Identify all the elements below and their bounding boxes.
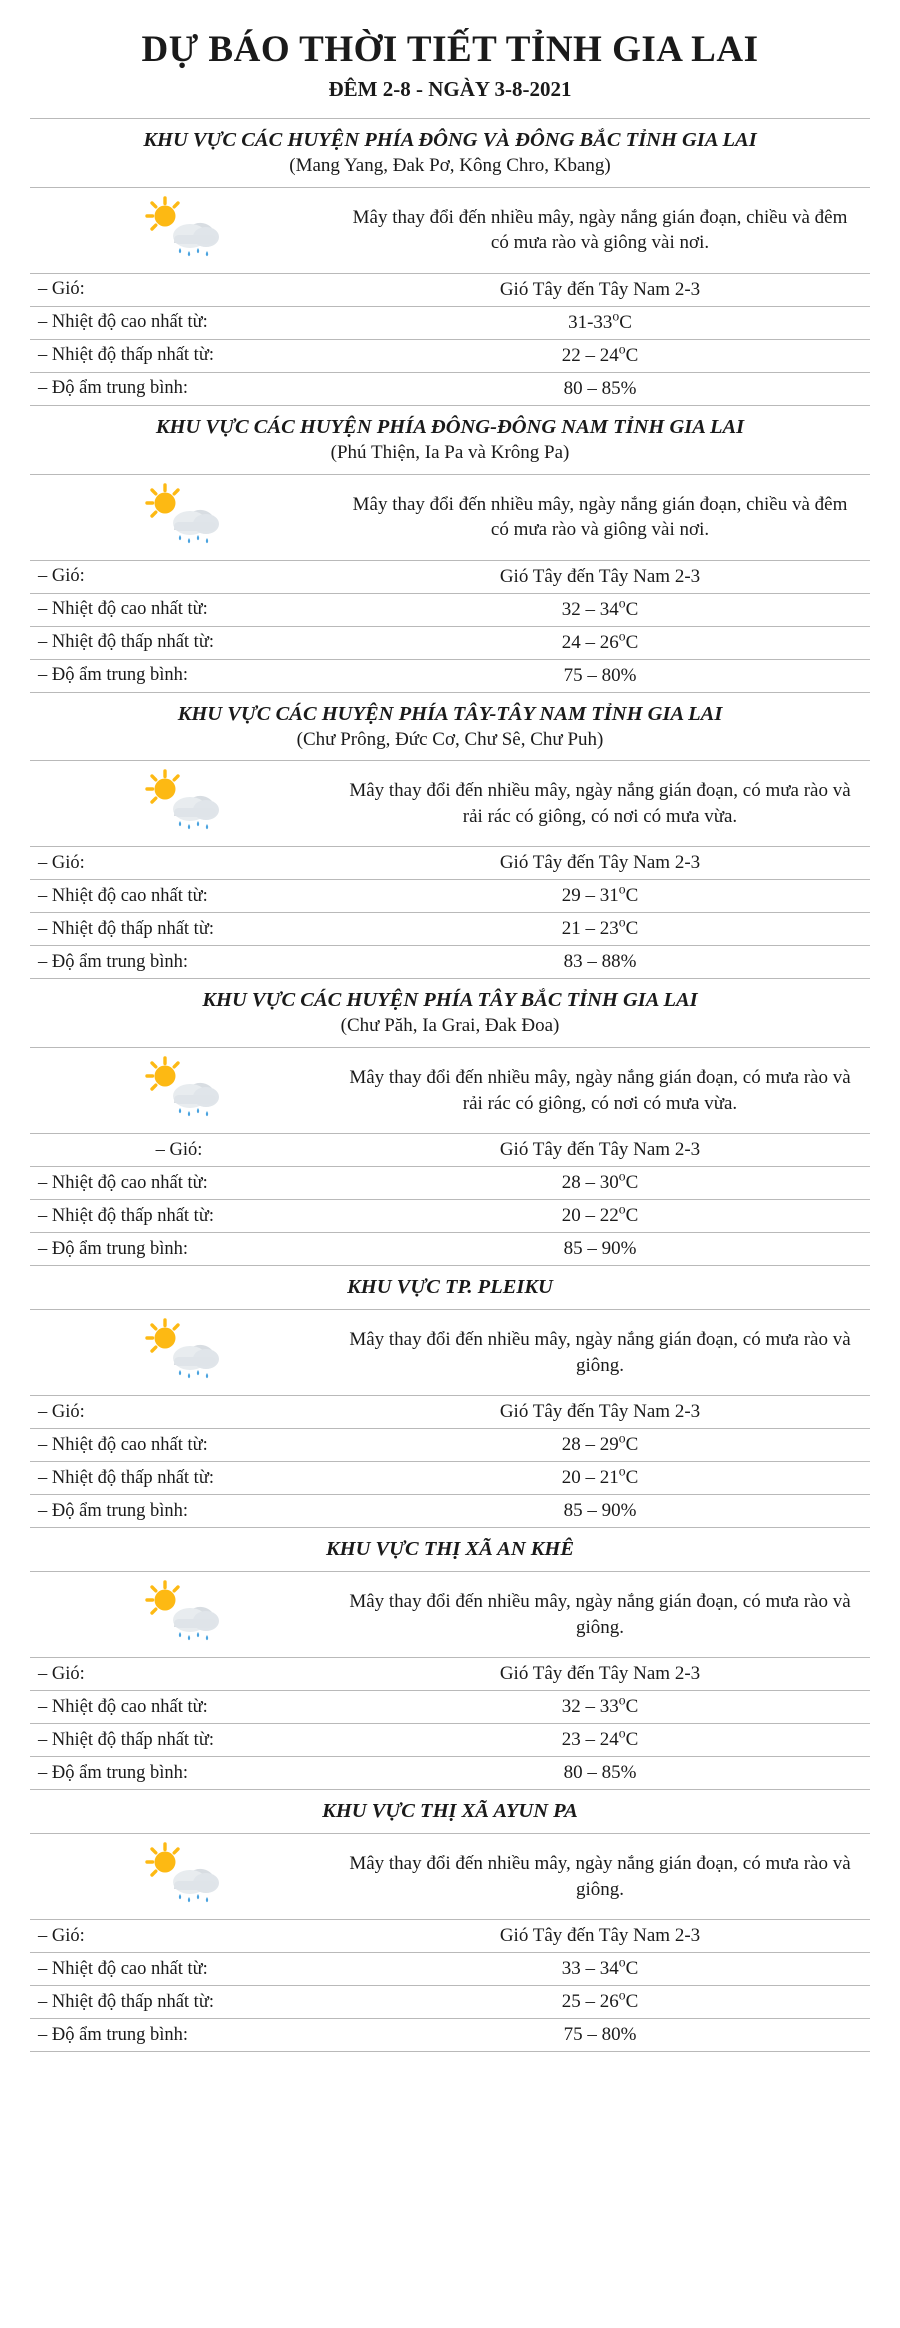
weather-icon-cell (30, 1834, 330, 1920)
region-name: KHU VỰC CÁC HUYỆN PHÍA TÂY BẮC TỈNH GIA LAI (202, 989, 698, 1012)
tmin-label: – Nhiệt độ thấp nhất từ: (30, 1200, 330, 1233)
weather-icon-cell (30, 474, 330, 560)
tmin-value-text: 23 – 24 (561, 1729, 619, 1750)
tmax-value-text: 31-33 (568, 311, 613, 333)
tmax-value-unit: $^o$C (618, 595, 639, 620)
weather-icon-cell (30, 187, 330, 273)
region-header (30, 119, 870, 188)
weather-icon-cell (30, 1572, 330, 1658)
tmax-value-text: 33 – 34 (561, 1958, 619, 1979)
tmax-label: – Nhiệt độ cao nhất từ: (30, 593, 330, 626)
tmax-value-unit: $^o$C (612, 308, 632, 333)
sun-cloud-rain-icon (132, 1317, 228, 1383)
tmin-value (330, 1462, 870, 1495)
tmin-value (330, 339, 870, 372)
tmax-value-unit: $^o$C (618, 1692, 639, 1717)
tmax-value-text: 28 – 29 (561, 1434, 619, 1455)
wind-value: Gió Tây đến Tây Nam 2-3 (330, 560, 870, 593)
humidity-value: 85 – 90% (330, 1233, 870, 1266)
region-name: KHU VỰC THỊ XÃ AYUN PA (322, 1800, 578, 1822)
region-name: KHU VỰC CÁC HUYỆN PHÍA ĐÔNG VÀ ĐÔNG BẮC TỈNH GIA LAI (143, 129, 757, 151)
wind-value: Gió Tây đến Tây Nam 2-3 (330, 1658, 870, 1691)
humidity-label: – Độ ẩm trung bình: (30, 946, 330, 979)
sun-cloud-rain-icon (132, 768, 228, 834)
region-header (30, 405, 870, 474)
region-header (30, 692, 870, 761)
humidity-label: – Độ ẩm trung bình: (30, 2019, 330, 2052)
tmin-value-unit: $^o$C (618, 1725, 639, 1750)
tmin-value-unit: $^o$C (618, 628, 639, 653)
tmax-label: – Nhiệt độ cao nhất từ: (30, 306, 330, 339)
page-title: DỰ BÁO THỜI TIẾT TỈNH GIA LAI (141, 29, 759, 70)
tmax-value-text: 32 – 33 (561, 1696, 619, 1717)
region-header (30, 1790, 870, 1834)
region-subtitle: (Chư Prông, Đức Cơ, Chư Sê, Chư Puh) (296, 728, 604, 750)
tmin-value-text: 20 – 21 (561, 1467, 619, 1488)
tmin-value (330, 626, 870, 659)
humidity-label: – Độ ẩm trung bình: (30, 1233, 330, 1266)
forecast-description: Mây thay đổi đến nhiều mây, ngày nắng gián đoạn, có mưa rào và rải rác có giông, có nơi có mưa vừa. (330, 761, 870, 847)
tmin-value-unit: $^o$C (618, 341, 639, 366)
humidity-value: 75 – 80% (330, 2019, 870, 2052)
tmin-label: – Nhiệt độ thấp nhất từ: (30, 1724, 330, 1757)
tmin-value-unit: $^o$C (618, 1987, 639, 2012)
humidity-label: – Độ ẩm trung bình: (30, 372, 330, 405)
region-header (30, 1266, 870, 1310)
humidity-value: 80 – 85% (330, 372, 870, 405)
wind-label: – Gió: (30, 1396, 330, 1429)
humidity-value: 83 – 88% (330, 946, 870, 979)
wind-value: Gió Tây đến Tây Nam 2-3 (330, 847, 870, 880)
tmax-value (330, 306, 870, 339)
tmin-value (330, 1200, 870, 1233)
forecast-description: Mây thay đổi đến nhiều mây, ngày nắng gián đoạn, có mưa rào và giông. (330, 1572, 870, 1658)
region-subtitle: (Chư Păh, Ia Grai, Đak Đoa) (340, 1015, 560, 1037)
wind-label: – Gió: (30, 1920, 330, 1953)
tmin-label: – Nhiệt độ thấp nhất từ: (30, 626, 330, 659)
wind-label: – Gió: (30, 273, 330, 306)
tmax-value-unit: $^o$C (618, 881, 639, 907)
tmin-value-unit: $^o$C (618, 1463, 639, 1488)
tmax-value-unit: $^o$C (618, 1954, 639, 1979)
wind-value: Gió Tây đến Tây Nam 2-3 (330, 1134, 870, 1167)
sun-cloud-rain-icon (132, 482, 228, 548)
forecast-description: Mây thay đổi đến nhiều mây, ngày nắng gián đoạn, có mưa rào và giông. (330, 1834, 870, 1920)
humidity-label: – Độ ẩm trung bình: (30, 1757, 330, 1790)
tmax-label: – Nhiệt độ cao nhất từ: (30, 1167, 330, 1200)
tmin-value-unit: $^o$C (618, 914, 639, 940)
tmax-value (330, 1167, 870, 1200)
tmax-value-text: 28 – 30 (561, 1172, 619, 1193)
sun-cloud-rain-icon (132, 1579, 228, 1645)
tmax-label: – Nhiệt độ cao nhất từ: (30, 1429, 330, 1462)
tmax-label: – Nhiệt độ cao nhất từ: (30, 1953, 330, 1986)
weather-icon-cell (30, 761, 330, 847)
tmin-value-text: 21 – 23 (561, 918, 619, 940)
tmin-value-text: 20 – 22 (561, 1205, 619, 1226)
tmax-value (330, 593, 870, 626)
sun-cloud-rain-icon (132, 195, 228, 261)
tmin-label: – Nhiệt độ thấp nhất từ: (30, 339, 330, 372)
wind-value: Gió Tây đến Tây Nam 2-3 (330, 1396, 870, 1429)
region-name: KHU VỰC TP. PLEIKU (347, 1276, 553, 1298)
humidity-label: – Độ ẩm trung bình: (30, 1495, 330, 1528)
humidity-label: – Độ ẩm trung bình: (30, 659, 330, 692)
humidity-value: 75 – 80% (330, 659, 870, 692)
tmax-value-unit: $^o$C (618, 1168, 639, 1193)
wind-label: – Gió: (30, 1658, 330, 1691)
tmin-value (330, 1986, 870, 2019)
tmin-value-text: 24 – 26 (561, 631, 619, 653)
tmin-value-text: 22 – 24 (561, 344, 619, 366)
forecast-description: Mây thay đổi đến nhiều mây, ngày nắng gián đoạn, có mưa rào và giông. (330, 1310, 870, 1396)
sun-cloud-rain-icon (132, 1055, 228, 1121)
forecast-description: Mây thay đổi đến nhiều mây, ngày nắng gián đoạn, có mưa rào và rải rác có giông, có nơi có mưa vừa. (330, 1048, 870, 1134)
region-header (30, 1528, 870, 1572)
weather-icon-cell (30, 1048, 330, 1134)
region-subtitle: (Mang Yang, Đak Pơ, Kông Chro, Kbang) (289, 155, 611, 176)
page-subtitle: ĐÊM 2-8 - NGÀY 3-8-2021 (328, 77, 572, 101)
forecast-table (30, 118, 870, 2052)
wind-value: Gió Tây đến Tây Nam 2-3 (330, 273, 870, 306)
tmax-value-unit: $^o$C (618, 1430, 639, 1455)
tmin-value-text: 25 – 26 (561, 1991, 619, 2012)
tmax-value (330, 880, 870, 913)
tmin-value (330, 913, 870, 946)
wind-label: – Gió: (30, 1134, 330, 1167)
tmin-label: – Nhiệt độ thấp nhất từ: (30, 1986, 330, 2019)
region-name: KHU VỰC THỊ XÃ AN KHÊ (325, 1538, 575, 1560)
wind-label: – Gió: (30, 560, 330, 593)
wind-label: – Gió: (30, 847, 330, 880)
tmin-value-unit: $^o$C (618, 1201, 639, 1226)
tmax-value-text: 32 – 34 (561, 598, 619, 620)
region-name: KHU VỰC CÁC HUYỆN PHÍA TÂY-TÂY NAM TỈNH GIA LAI (177, 702, 723, 725)
weather-icon-cell (30, 1310, 330, 1396)
tmax-value-text: 29 – 31 (561, 885, 619, 907)
humidity-value: 85 – 90% (330, 1495, 870, 1528)
sun-cloud-rain-icon (132, 1841, 228, 1907)
tmax-label: – Nhiệt độ cao nhất từ: (30, 880, 330, 913)
tmax-label: – Nhiệt độ cao nhất từ: (30, 1691, 330, 1724)
tmax-value (330, 1953, 870, 1986)
wind-value: Gió Tây đến Tây Nam 2-3 (330, 1920, 870, 1953)
humidity-value: 80 – 85% (330, 1757, 870, 1790)
forecast-description: Mây thay đổi đến nhiều mây, ngày nắng gián đoạn, chiều và đêm có mưa rào và giông vài nơi. (330, 187, 870, 273)
tmax-value (330, 1691, 870, 1724)
region-subtitle: (Phú Thiện, Ia Pa và Krông Pa) (330, 441, 570, 463)
tmin-label: – Nhiệt độ thấp nhất từ: (30, 1462, 330, 1495)
forecast-description: Mây thay đổi đến nhiều mây, ngày nắng gián đoạn, chiều và đêm có mưa rào và giông vài nơi. (330, 474, 870, 560)
tmin-label: – Nhiệt độ thấp nhất từ: (30, 913, 330, 946)
region-header (30, 979, 870, 1048)
region-name: KHU VỰC CÁC HUYỆN PHÍA ĐÔNG-ĐÔNG NAM TỈNH GIA LAI (155, 415, 745, 438)
tmax-value (330, 1429, 870, 1462)
tmin-value (330, 1724, 870, 1757)
